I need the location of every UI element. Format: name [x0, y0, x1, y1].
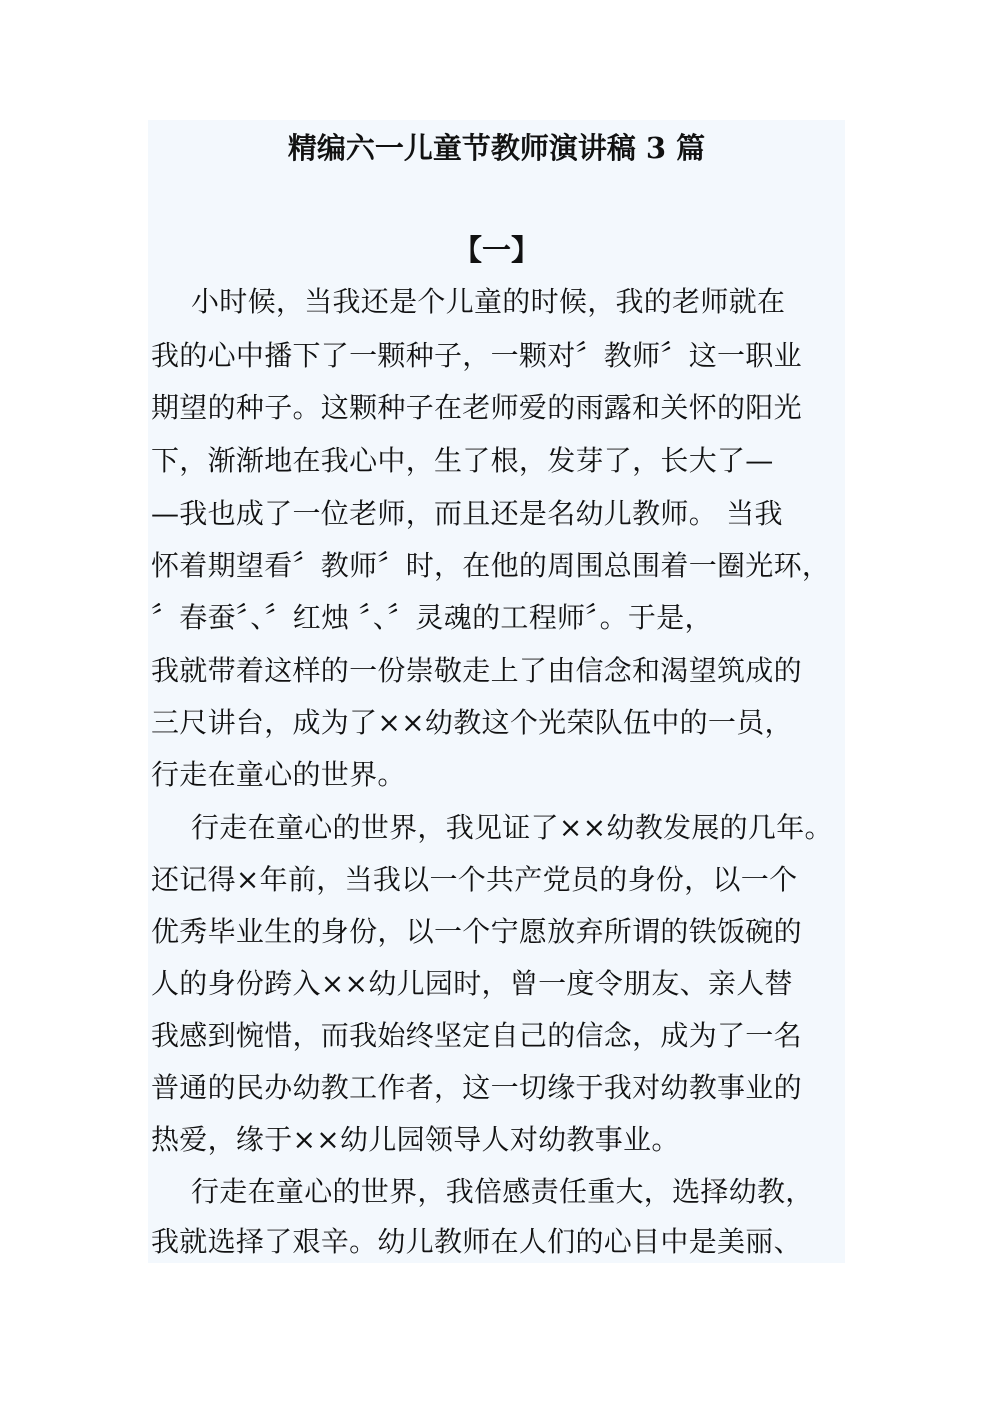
text-line: 我的心中播下了一颗种子，一颗对〞教师〞这一职业 — [151, 339, 802, 372]
text-line: 人的身份跨入××幼儿园时，曾一度令朋友、亲人替 — [151, 967, 793, 1000]
text-line: 普通的民办幼教工作者，这一切缘于我对幼教事业的 — [151, 1071, 802, 1104]
text-line: 小时候，当我还是个儿童的时候，我的老师就在 — [191, 285, 786, 318]
text-line: 怀着期望看〞教师〞时，在他的周围总围着一圈光环， — [151, 549, 831, 582]
text-line: 下，渐渐地在我心中，生了根，发芽了，长大了— — [151, 444, 774, 477]
text-line: 行走在童心的世界，我倍感责任重大，选择幼教， — [191, 1175, 814, 1208]
text-line: 期望的种子。这颗种子在老师爱的雨露和关怀的阳光 — [151, 391, 802, 424]
text-line: 〞春蚕〞、〞红烛 〞、〞灵魂的工程师〞。于是， — [151, 601, 713, 634]
text-line: 我感到惋惜，而我始终坚定自己的信念，成为了一名 — [151, 1019, 802, 1052]
text-line: 我就选择了艰辛。幼儿教师在人们的心目中是美丽、 — [151, 1225, 802, 1258]
text-line: —我也成了一位老师，而且还是名幼儿教师。 当我 — [151, 497, 783, 530]
text-line: 行走在童心的世界，我见证了××幼教发展的几年。 — [191, 811, 833, 844]
section-heading: 【一】 — [452, 233, 540, 267]
text-line: 我就带着这样的一份崇敬走上了由信念和渴望筑成的 — [151, 654, 802, 687]
text-line: 还记得×年前，当我以一个共产党员的身份，以一个 — [151, 863, 798, 896]
document-title: 精编六一儿童节教师演讲稿 3 篇 — [287, 131, 706, 165]
text-line: 优秀毕业生的身份，以一个宁愿放弃所谓的铁饭碗的 — [151, 915, 802, 948]
text-line: 热爱，缘于××幼儿园领导人对幼教事业。 — [151, 1123, 680, 1156]
text-line: 行走在童心的世界。 — [151, 758, 406, 791]
text-line: 三尺讲台，成为了××幼教这个光荣队伍中的一员， — [151, 706, 793, 739]
